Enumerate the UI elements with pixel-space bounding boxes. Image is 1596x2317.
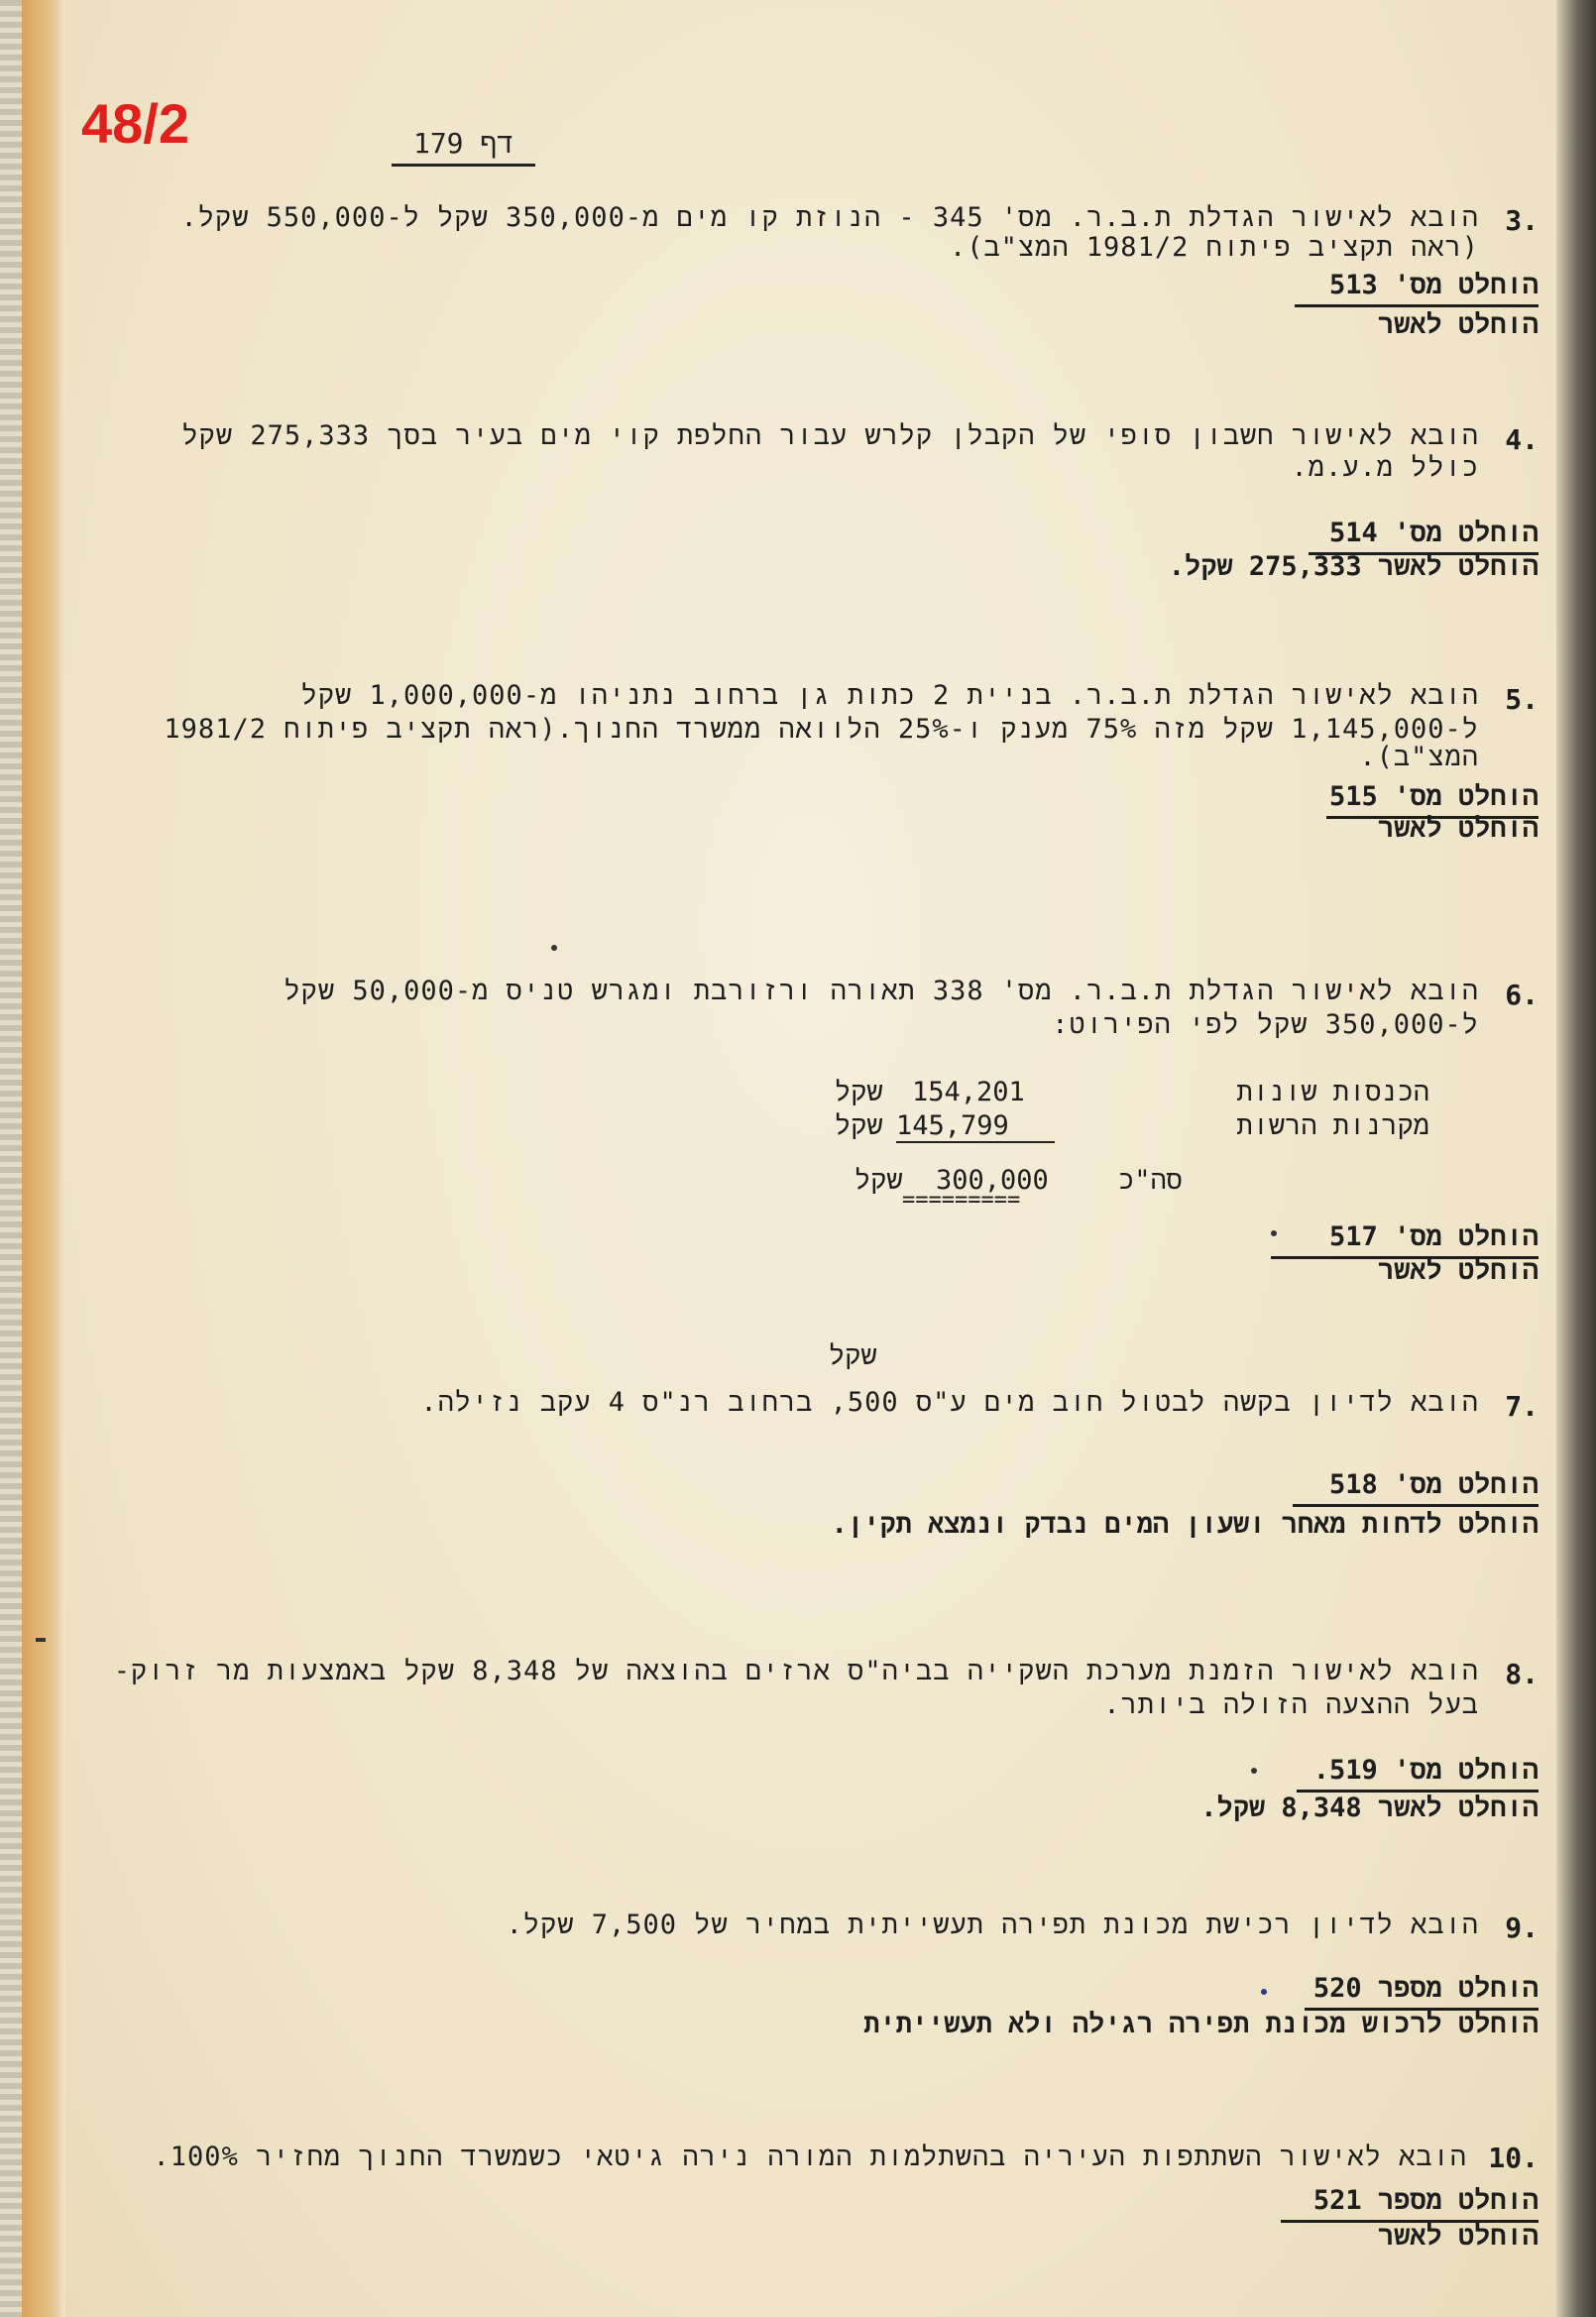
item-text-line: בעל ההצעה הזולה ביותר. — [1103, 1689, 1479, 1720]
resolution-number: הוחלט מס' 518 — [1293, 1469, 1539, 1507]
item-number: 7. — [1505, 1390, 1539, 1423]
total-unit: שקל — [855, 1165, 903, 1196]
page-edge — [22, 0, 65, 2317]
item-number: 9. — [1505, 1912, 1539, 1944]
resolution-number: הוחלט מס' 515 — [1326, 781, 1539, 819]
ink-speck — [551, 945, 557, 951]
item-number: 8. — [1505, 1658, 1539, 1690]
resolution-number: הוחלט מס' 514 — [1309, 518, 1539, 555]
item-number: 4. — [1505, 423, 1539, 456]
resolution-number: הוחלט מס' 519. — [1297, 1755, 1539, 1793]
resolution-text: הוחלט לאשר — [1377, 1255, 1539, 1286]
item-text-line: הובא לאישור הגדלת ת.ב.ר. מס' 345 - הנוזת קו מים מ-350,000 שקל ל-550,000 שקל. — [180, 202, 1479, 233]
item-text-line: הובא לאישור הגדלת ת.ב.ר. מס' 338 תאורה ורזורבת ומגרש טניס מ-50,000 שקל — [284, 976, 1479, 1006]
resolution-text: הוחלט לאשר — [1377, 2221, 1539, 2252]
marginal-note: שקל — [829, 1340, 877, 1371]
resolution-text: הוחלט לאשר 275,333 שקל. — [1168, 551, 1539, 582]
item-number: 5. — [1505, 683, 1539, 716]
binding-strip — [0, 0, 24, 2317]
resolution-number: הוחלט מס' 513 — [1295, 270, 1539, 307]
resolution-number: הוחלט מספר 520 — [1305, 1973, 1539, 2011]
item-text-line: הובא לאישור הגדלת ת.ב.ר. בניית 2 כתות גן ברחוב נתניהו מ-1,000,000 שקל — [300, 680, 1479, 711]
table-row-label: הכנסות שונות — [1236, 1077, 1429, 1107]
item-text-line: הובא לדיון רכישת מכונת תפירה תעשייתית במחיר של 7,500 שקל. — [506, 1910, 1479, 1940]
total-label: סה"כ — [1118, 1165, 1183, 1196]
total-double-rule: ========= — [902, 1188, 1021, 1213]
resolution-text: הוחלט לאשר — [1377, 309, 1539, 340]
resolution-text: הוחלט לדחות מאחר ושעון המים נבדק ונמצא תקין. — [831, 1509, 1539, 1540]
ink-speck — [1251, 1768, 1257, 1774]
item-text-line: (ראה תקציב פיתוח 1981/2 המצ"ב). — [949, 232, 1479, 263]
table-row-amount: 145,799 — [896, 1110, 1055, 1143]
resolution-text: הוחלט לרכוש מכונת תפירה רגילה ולא תעשייתית — [863, 2009, 1539, 2039]
resolution-number: הוחלט מספר 521 — [1281, 2185, 1539, 2223]
item-text-line: הובא לאישור השתתפות העיריה בהשתלמות המורה נירה גיטאי כשמשרד החנוך מחזיר 100%. — [153, 2142, 1467, 2172]
item-text-line: ל-1,145,000 שקל מזה 75% מענק ו-25% הלוואה ממשרד החנוך.(ראה תקציב פיתוח 1981/2 — [164, 714, 1479, 745]
ink-speck — [1261, 1989, 1267, 1995]
resolution-text: הוחלט לאשר 8,348 שקל. — [1200, 1793, 1539, 1823]
table-row-label: מקרנות הרשות — [1236, 1110, 1429, 1141]
item-text-line: ל-350,000 שקל לפי הפירוט: — [1052, 1009, 1479, 1040]
item-number: 3. — [1505, 204, 1539, 237]
page-shadow — [1556, 0, 1596, 2317]
resolution-text: הוחלט לאשר — [1377, 813, 1539, 844]
ink-speck — [1271, 1230, 1277, 1236]
item-text-line: המצ"ב). — [1359, 742, 1479, 772]
ink-speck — [36, 1638, 46, 1642]
table-row-unit: שקל — [835, 1110, 883, 1141]
item-text-line: הובא לאישור הזמנת מערכת השקייה בביה"ס ארזים בהוצאה של 8,348 שקל באמצעות מר זרוק- — [113, 1656, 1479, 1686]
total-amount: 300,000 — [936, 1165, 1049, 1196]
item-number: 6. — [1505, 979, 1539, 1011]
resolution-number: הוחלט מס' 517 — [1271, 1221, 1539, 1259]
item-number: 10. — [1488, 2142, 1539, 2174]
paper-sheet — [65, 0, 1556, 2317]
item-text-line: הובא לאישור חשבון סופי של הקבלן קלרש עבור החלפת קוי מים בעיר בסך 275,333 שקל — [181, 420, 1479, 451]
table-row-unit: שקל — [835, 1077, 883, 1107]
item-text-line: הובא לדיון בקשה לבטול חוב מים ע"ס 500, ברחוב רנ"ס 4 עקב נזילה. — [420, 1387, 1479, 1418]
item-text-line: כולל מ.ע.מ. — [1291, 452, 1479, 483]
table-row-amount: 154,201 — [912, 1077, 1025, 1107]
archive-stamp: 48/2 — [81, 92, 189, 155]
page-number: דף 179 — [392, 127, 535, 167]
